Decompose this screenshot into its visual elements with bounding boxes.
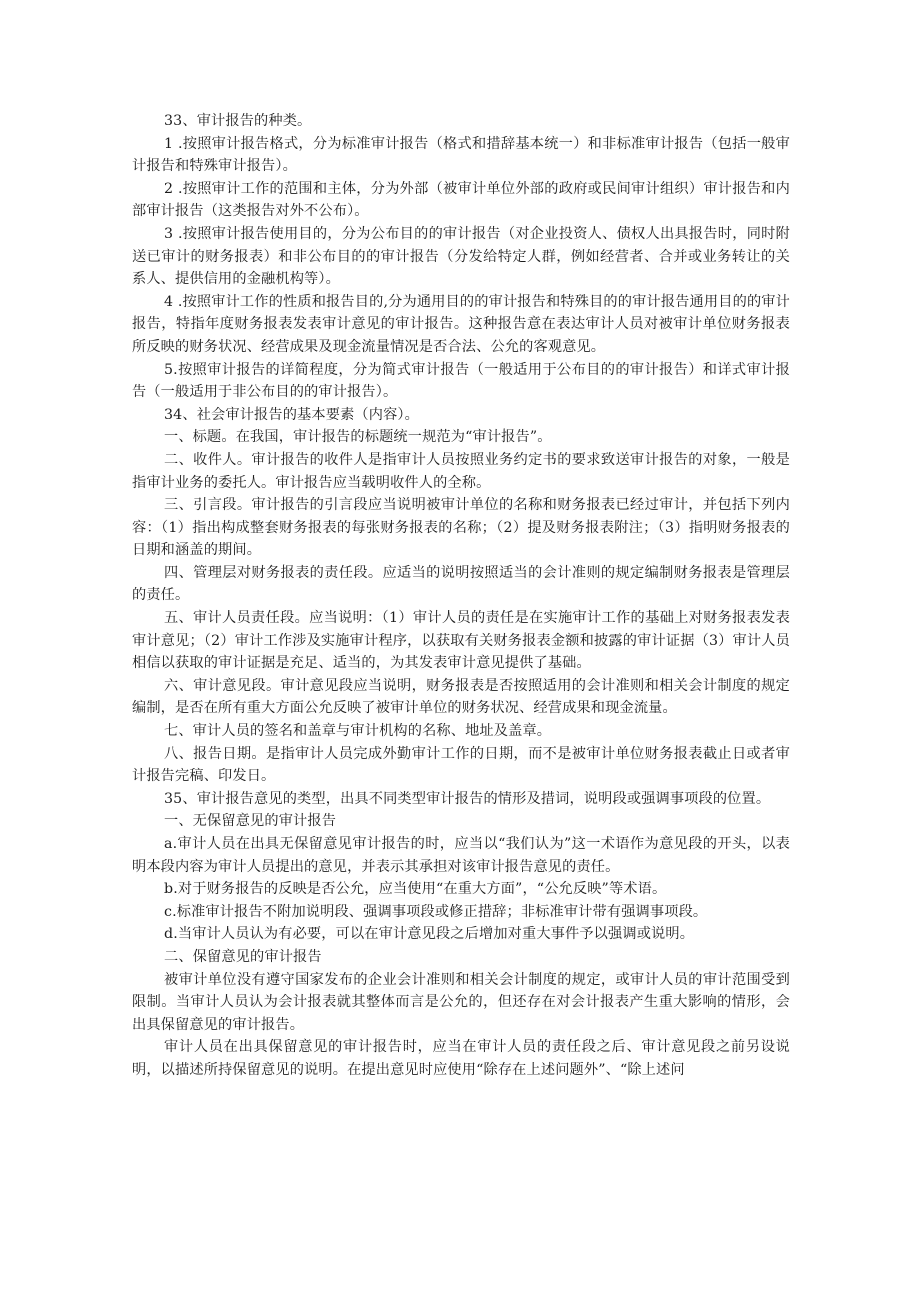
paragraph-report-purpose: 3 .按照审计报告使用目的，分为公布目的的审计报告（对企业投资人、债权人出具报告时，同时附送已审计的财务报表）和非公布目的的审计报告（分发给特定人群，例如经营者、合并或业务转让的关系人、提供信用的金融机构等）。 (132, 225, 790, 288)
paragraph-report-detail: 5.按照审计报告的详简程度，分为简式审计报告（一般适用于公布目的的审计报告）和详式审计报告（一般适用于非公布目的的审计报告）。 (132, 361, 790, 401)
paragraph-introduction: 三、引言段。审计报告的引言段应当说明被审计单位的名称和财务报表已经过审计，并包括下列内容：（1）指出构成整套财务报表的每张财务报表的名称；（2）提及财务报表附注；（3）指明财务报表的日期和涵盖的期间。 (132, 497, 790, 559)
paragraph-report-date: 八、报告日期。是指审计人员完成外勤审计工作的日期，而不是被审计单位财务报表截止日或者审计报告完稿、印发日。 (132, 745, 790, 785)
paragraph-management-responsibility: 四、管理层对财务报表的责任段。应适当的说明按照适当的会计准则的规定编制财务报表是管理层的责任。 (132, 564, 790, 604)
paragraph-item-d: d.当审计人员认为有必要，可以在审计意见段之后增加对重大事件予以强调或说明。 (164, 926, 695, 943)
paragraph-item-b: b.对于财务报告的反映是否公允，应当使用“在重大方面”，“公允反映”等术语。 (164, 881, 667, 898)
heading-33: 33、审计报告的种类。 (164, 113, 312, 129)
paragraph-report-scope: 2 .按照审计工作的范围和主体，分为外部（被审计单位外部的政府或民间审计组织）审计报告和内部审计报告（这类报告对外不公布）。 (132, 180, 790, 220)
paragraph-report-format: 1 .按照审计报告格式，分为标准审计报告（格式和措辞基本统一）和非标准审计报告（包括一般审计报告和特殊审计报告）。 (132, 135, 790, 175)
paragraph-auditor-responsibility: 五、审计人员责任段。应当说明：（1）审计人员的责任是在实施审计工作的基础上对财务报表发表审计意见；（2）审计工作涉及实施审计程序，以获取有关财务报表金额和披露的审计证据（3）审计人员相信以获取的审计证据是充足、适当的，为其发表审计意见提供了基础。 (132, 610, 790, 672)
paragraph-qualified-conditions: 被审计单位没有遵守国家发布的企业会计准则和相关会计制度的规定，或审计人员的审计范围受到限制。当审计人员认为会计报表就其整体而言是公允的，但还存在对会计报表产生重大影响的情形，会出具保留意见的审计报告。 (132, 971, 790, 1033)
paragraph-signature: 七、审计人员的签名和盖章与审计机构的名称、地址及盖章。 (164, 723, 552, 740)
paragraph-qualified-wording: 审计人员在出具保留意见的审计报告时，应当在审计人员的责任段之后、审计意见段之前另设说明，以描述所持保留意见的说明。在提出意见时应使用“除存在上述问题外”、“除上述问 (132, 1039, 790, 1078)
heading-35: 35、审计报告意见的类型，出具不同类型审计报告的情形及措词，说明段或强调事项段的位置。 (164, 790, 771, 807)
paragraph-title: 一、标题。在我国，审计报告的标题统一规范为“审计报告”。 (164, 429, 552, 446)
paragraph-report-nature: 4 .按照审计工作的性质和报告目的,分为通用目的的审计报告和特殊目的的审计报告通用目的的审计报告，特指年度财务报表发表审计意见的审计报告。这种报告意在表达审计人员对被审计单位财务报表所反映的财务状况、经营成果及现金流量情况是否合法、公允的客观意见。 (132, 293, 790, 355)
subheading-qualified: 二、保留意见的审计报告 (164, 948, 322, 965)
heading-34: 34、社会审计报告的基本要素（内容）。 (164, 406, 419, 423)
paragraph-audit-opinion: 六、审计意见段。审计意见段应当说明，财务报表是否按照适用的会计准则和相关会计制度的规定编制，是否在所有重大方面公允反映了被审计单位的财务状况、经营成果和现金流量。 (132, 677, 790, 717)
subheading-unqualified: 一、无保留意见的审计报告 (164, 813, 337, 830)
paragraph-item-a: a.审计人员在出具无保留意见审计报告的时，应当以“我们认为”这一术语作为意见段的开头，以表明本段内容为审计人员提出的意见，并表示其承担对该审计报告意见的责任。 (132, 836, 790, 875)
paragraph-recipient: 二、收件人。审计报告的收件人是指审计人员按照业务约定书的要求致送审计报告的对象，一般是指审计业务的委托人。审计报告应当载明收件人的全称。 (132, 451, 790, 491)
document-body (132, 110, 790, 1082)
paragraph-item-c: c.标准审计报告不附加说明段、强调事项段或修正措辞；非标准审计带有强调事项段。 (164, 903, 708, 920)
